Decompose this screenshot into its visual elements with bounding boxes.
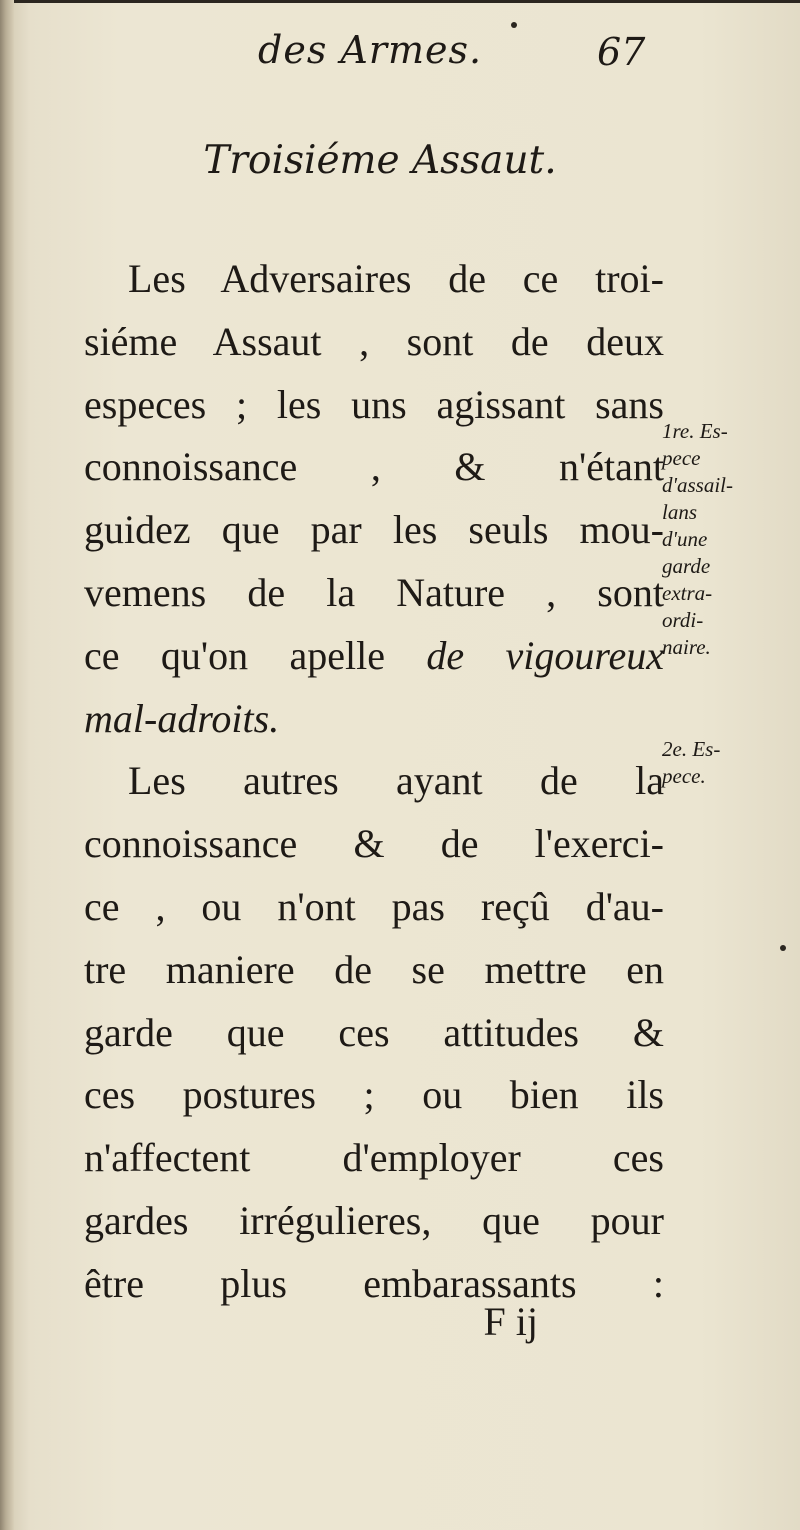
text-line [84, 1002, 664, 1065]
text-line [84, 688, 664, 751]
text-line [84, 311, 664, 374]
text-line [84, 813, 664, 876]
page-edge [0, 0, 14, 1530]
running-head [0, 14, 800, 74]
top-rule [14, 0, 800, 3]
text-line-roman: connoissance & de l'exerci- [84, 821, 664, 867]
text-line-roman: especes ; les uns agissant sans [84, 381, 664, 427]
text-line [84, 248, 664, 311]
text-line [84, 939, 664, 1002]
text-line-roman: ce qu'on apelle [84, 632, 385, 678]
margin-note-line: ordi- [662, 608, 704, 632]
text-line [84, 750, 664, 813]
margin-note-second-species [662, 736, 792, 790]
text-line-roman: tre maniere de se mettre en [84, 946, 664, 992]
margin-note-line: d'une [662, 527, 708, 551]
text-line [84, 625, 664, 688]
margin-note-line: lans [662, 500, 698, 524]
margin-note-line: d'assail- [662, 473, 733, 497]
text-line-roman: ces postures ; ou bien ils [84, 1072, 664, 1118]
margin-note-line: pece [662, 446, 701, 470]
section-title: Troisiéme Assaut. [203, 138, 557, 183]
text-line-roman: n'affectent d'employer ces [84, 1135, 664, 1181]
text-line-roman: vemens de la Nature , sont [84, 569, 664, 615]
text-line [84, 1064, 664, 1127]
text-line [84, 374, 664, 437]
text-line-italic: de vigoureux [426, 632, 665, 678]
text-line [84, 436, 664, 499]
margin-note-line: extra- [662, 581, 713, 605]
text-line-roman: être plus embarassants : [84, 1260, 664, 1306]
ink-speck [511, 22, 517, 28]
text-line [84, 1127, 664, 1190]
margin-note-line: 2e. Es- [662, 737, 721, 761]
signature-mark: F ij [483, 1299, 538, 1344]
margin-note-line: pece. [662, 764, 706, 788]
body-text [84, 248, 664, 1316]
text-line [84, 876, 664, 939]
text-line [84, 562, 664, 625]
text-line-roman: ce , ou n'ont pas reçû d'au- [84, 883, 664, 929]
page-number: 67 [597, 30, 646, 74]
text-line-roman: garde que ces attitudes & [84, 1009, 664, 1055]
text-line-roman: connoissance , & n'étant [84, 444, 664, 490]
text-line-roman: Les Adversaires de ce troi- [128, 256, 664, 301]
text-line-roman: guidez que par les seuls mou- [84, 507, 664, 553]
running-title: des Armes. [258, 28, 483, 72]
margin-note-first-species [662, 418, 792, 661]
text-line-roman: gardes irrégulieres, que pour [84, 1197, 664, 1243]
margin-note-line: garde [662, 554, 711, 578]
text-line-roman: Les autres ayant de la [128, 758, 664, 804]
margin-note-line: naire. [662, 635, 711, 659]
margin-note-line: 1re. Es- [662, 419, 728, 443]
signature-block [84, 1291, 664, 1354]
text-line [84, 1190, 664, 1253]
text-line-italic: mal-adroits. [84, 695, 280, 741]
text-line [84, 499, 664, 562]
text-line-roman: siéme Assaut , sont de deux [84, 318, 664, 364]
ink-speck [780, 945, 786, 951]
